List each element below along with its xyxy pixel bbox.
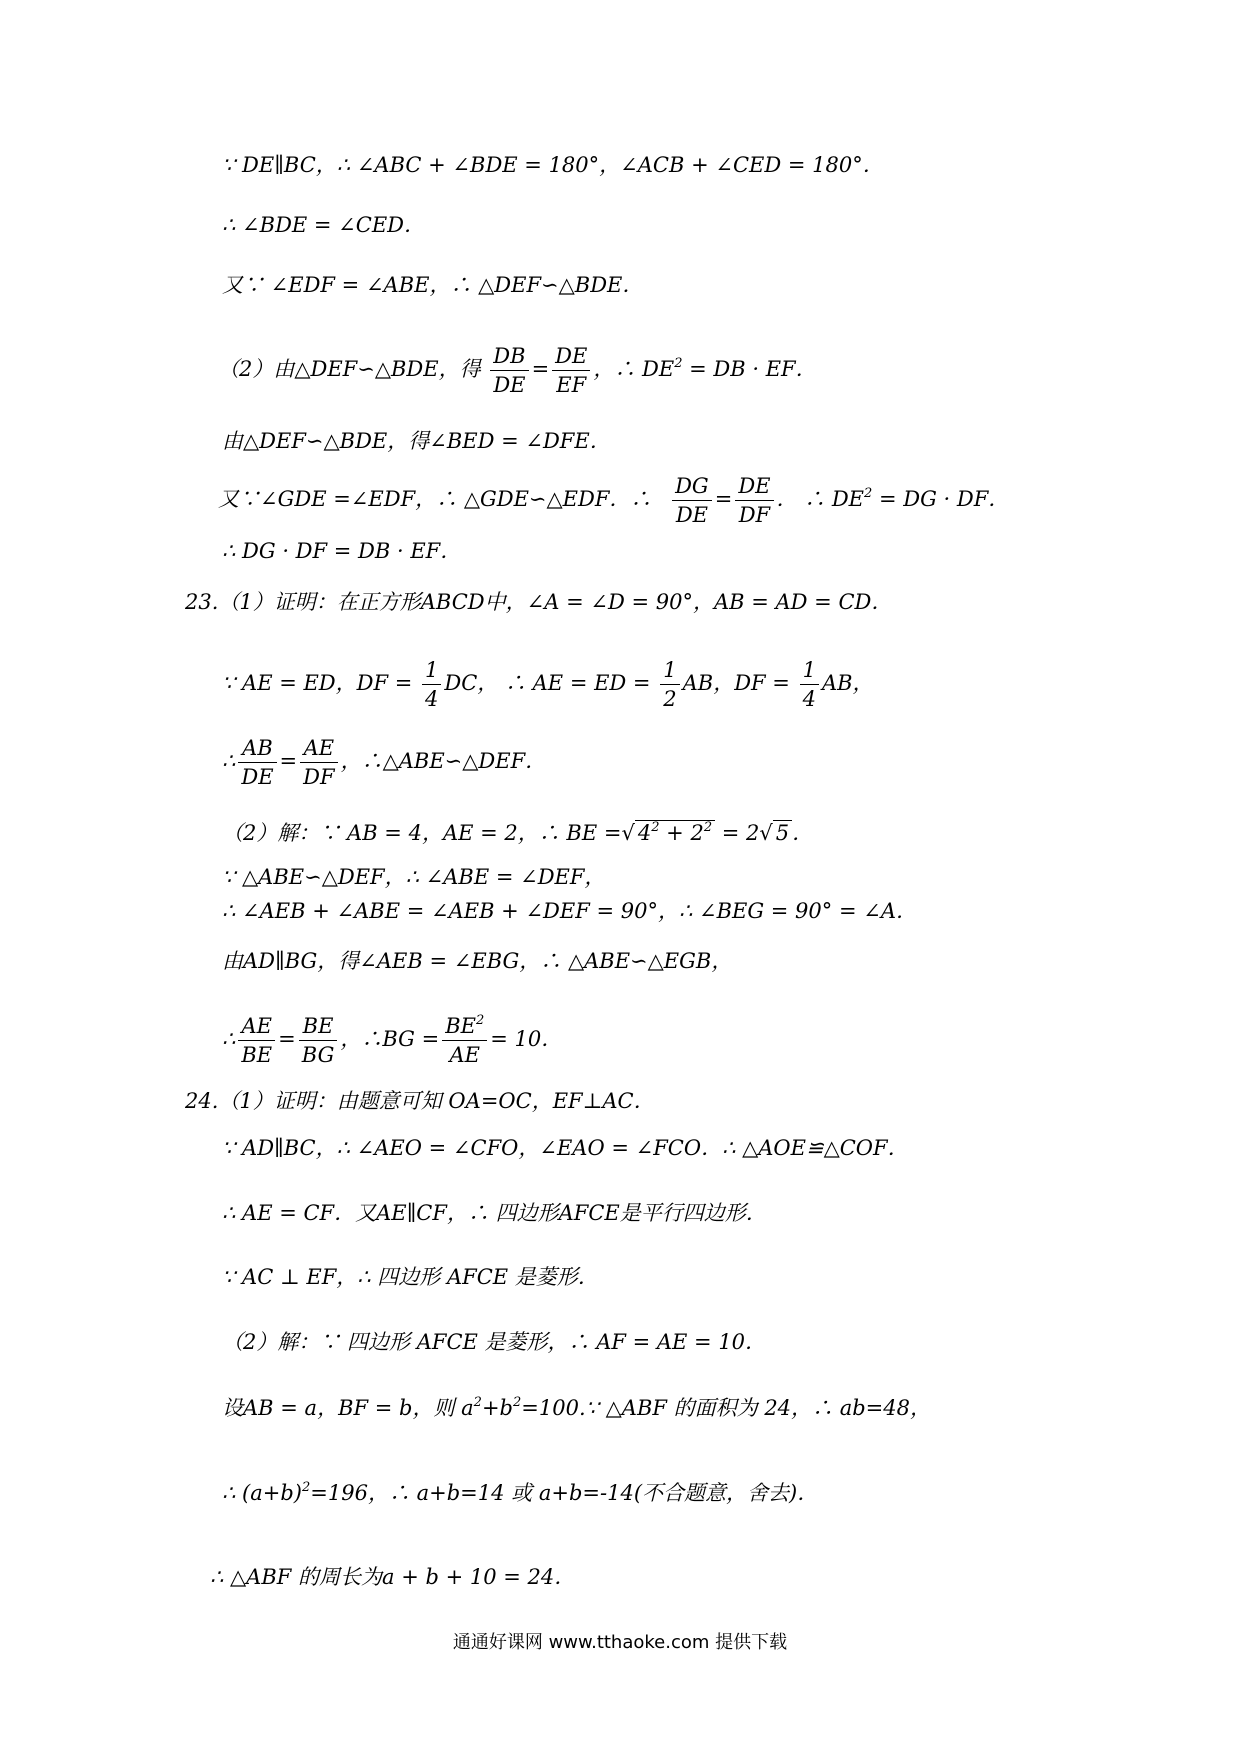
denominator: 4 xyxy=(802,687,816,711)
text: ，∴△ABE∽△DEF． xyxy=(340,749,547,773)
superscript: 2 xyxy=(864,486,873,501)
superscript: 2 xyxy=(674,356,683,371)
text: ． xyxy=(792,821,814,845)
fraction-de-ef xyxy=(552,342,590,399)
text: ∴ xyxy=(222,1027,236,1051)
fraction-be2-ae xyxy=(442,1012,487,1069)
line-rhombus: ∵ AC ⊥ EF，∴ 四边形 AFCE 是菱形． xyxy=(222,1265,599,1289)
line-parallelogram: ∴ AE = CF．又AE∥CF，∴ 四边形AFCE是平行四边形． xyxy=(222,1201,767,1225)
numerator: DE xyxy=(735,472,773,501)
numerator: DB xyxy=(490,342,528,371)
fraction-de-df xyxy=(735,472,773,529)
text: 4 xyxy=(637,821,652,845)
superscript: 2 xyxy=(703,820,713,835)
numerator: AE xyxy=(300,734,337,763)
text: +b xyxy=(481,1396,513,1420)
denominator: DE xyxy=(241,765,274,789)
text: =196，∴ a+b=14 或 a+b=-14(不合题意，舍去)． xyxy=(310,1481,819,1505)
numerator: 1 xyxy=(660,656,679,685)
radicand: 5 xyxy=(773,820,792,845)
line-similar-def-bde: 又∵ ∠EDF = ∠ABE，∴ △DEF∽△BDE． xyxy=(222,273,644,297)
text: ，∴ DE xyxy=(593,357,675,381)
fraction-db-de xyxy=(490,342,528,399)
equals: = xyxy=(714,487,733,511)
line-dg-df-eq-db-ef: ∴ DG · DF = DB · EF． xyxy=(222,539,462,563)
line-de-parallel-bc: ∵ DE∥BC，∴ ∠ABC + ∠BDE = 180°，∠ACB + ∠CED = 180°． xyxy=(222,153,884,177)
superscript: 2 xyxy=(473,1395,482,1410)
line-angle-bed-eq-dfe: 由△DEF∽△BDE，得∠BED = ∠DFE． xyxy=(222,429,611,453)
superscript: 2 xyxy=(301,1480,311,1495)
numerator: DG xyxy=(672,472,712,501)
numerator: AB xyxy=(238,734,276,763)
text: ． ∴ DE xyxy=(776,487,865,511)
text: DC， ∴ AE = ED = xyxy=(444,671,651,695)
text: ∵ AE = ED，DF = xyxy=(222,671,413,695)
line-congruent-aoe-cof: ∵ AD∥BC，∴ ∠AEO = ∠CFO，∠EAO = ∠FCO．∴ △AOE≌△COF． xyxy=(222,1136,909,1160)
line-be-length xyxy=(222,818,813,848)
radical-sign: √ xyxy=(621,821,635,845)
text: 设AB = a，BF = b，则 a xyxy=(222,1396,474,1420)
denominator: BG xyxy=(301,1043,335,1067)
text: AB，DF = xyxy=(682,671,790,695)
equals: = xyxy=(278,1027,296,1051)
fraction-be-bg xyxy=(299,1012,338,1069)
numerator: BE xyxy=(299,1012,338,1041)
denominator: 4 xyxy=(425,687,439,711)
numerator: 1 xyxy=(800,656,819,685)
text: = DG · DF． xyxy=(872,487,1010,511)
fraction-ab-de xyxy=(238,734,276,791)
line-part2-ratio xyxy=(218,342,817,399)
text: = 2 xyxy=(715,821,760,845)
superscript: 2 xyxy=(651,820,660,835)
fraction-dg-de xyxy=(672,472,712,529)
text: BE xyxy=(445,1014,476,1038)
radicand xyxy=(635,820,715,845)
denominator: BE xyxy=(241,1043,273,1067)
denominator: AE xyxy=(449,1043,480,1067)
text: = 10． xyxy=(490,1027,563,1051)
text: ∴ (a+b) xyxy=(222,1481,302,1505)
denominator: 2 xyxy=(663,687,677,711)
text: = DB · EF． xyxy=(682,357,817,381)
line-angle-beg-90: ∴ ∠AEB + ∠ABE = ∠AEB + ∠DEF = 90°，∴ ∠BEG = 90° = ∠A． xyxy=(222,899,917,923)
text: ∴ xyxy=(222,749,236,773)
text: AB， xyxy=(821,671,874,695)
numerator: DE xyxy=(552,342,590,371)
equals: = xyxy=(531,357,550,381)
fraction-one-quarter xyxy=(800,656,819,713)
line-ad-parallel-bg: 由AD∥BG，得∠AEB = ∠EBG，∴ △ABE∽△EGB， xyxy=(222,949,733,973)
line-angle-abe-eq-def: ∵ △ABE∽△DEF，∴ ∠ABE = ∠DEF， xyxy=(222,865,606,889)
equals: = xyxy=(279,749,298,773)
line-similar-gde-edf xyxy=(218,472,1009,529)
text: + 2 xyxy=(659,821,704,845)
fraction-one-half xyxy=(660,656,679,713)
denominator: EF xyxy=(556,373,587,397)
text: 又∵∠GDE =∠EDF，∴ △GDE∽△EDF．∴ xyxy=(218,487,652,511)
denominator: DE xyxy=(493,373,526,397)
radical-sign: √ xyxy=(759,821,773,845)
text: （2）由△DEF∽△BDE，得 xyxy=(218,357,481,381)
denominator: DF xyxy=(303,765,335,789)
numerator xyxy=(442,1012,487,1041)
text: ，∴BG = xyxy=(340,1027,440,1051)
superscript: 2 xyxy=(512,1395,522,1410)
line-a-plus-b xyxy=(222,1478,818,1508)
line-ae-ed-df-quarter xyxy=(222,656,874,713)
denominator: DE xyxy=(675,503,708,527)
text: （2）解：∵ AB = 4，AE = 2，∴ BE = xyxy=(222,821,622,845)
line-angle-bde-eq-ced: ∴ ∠BDE = ∠CED． xyxy=(222,213,426,237)
line-perimeter: ∴ △ABF 的周长为a + b + 10 = 24． xyxy=(210,1565,576,1589)
denominator: DF xyxy=(738,503,771,527)
line-q24-part1: 24.（1）证明：由题意可知 OA=OC，EF⊥AC． xyxy=(185,1089,655,1113)
fraction-ae-be xyxy=(238,1012,275,1069)
line-q23-part1: 23.（1）证明：在正方形ABCD中，∠A = ∠D = 90°，AB = AD = CD． xyxy=(185,590,893,614)
fraction-ae-df xyxy=(300,734,337,791)
superscript: 2 xyxy=(476,1013,485,1028)
text: =100.∵ △ABF 的面积为 24，∴ ab=48， xyxy=(521,1396,932,1420)
line-similar-abe-def xyxy=(222,734,546,791)
line-part2-af-ae: （2）解：∵ 四边形 AFCE 是菱形，∴ AF = AE = 10． xyxy=(222,1330,767,1354)
fraction-one-quarter xyxy=(422,656,441,713)
page-footer: 通通好课网 www.tthaoke.com 提供下载 xyxy=(452,1632,788,1653)
numerator: 1 xyxy=(422,656,441,685)
line-set-ab-bf xyxy=(222,1393,931,1423)
numerator: AE xyxy=(238,1012,275,1041)
line-bg-equals-10 xyxy=(222,1012,562,1069)
